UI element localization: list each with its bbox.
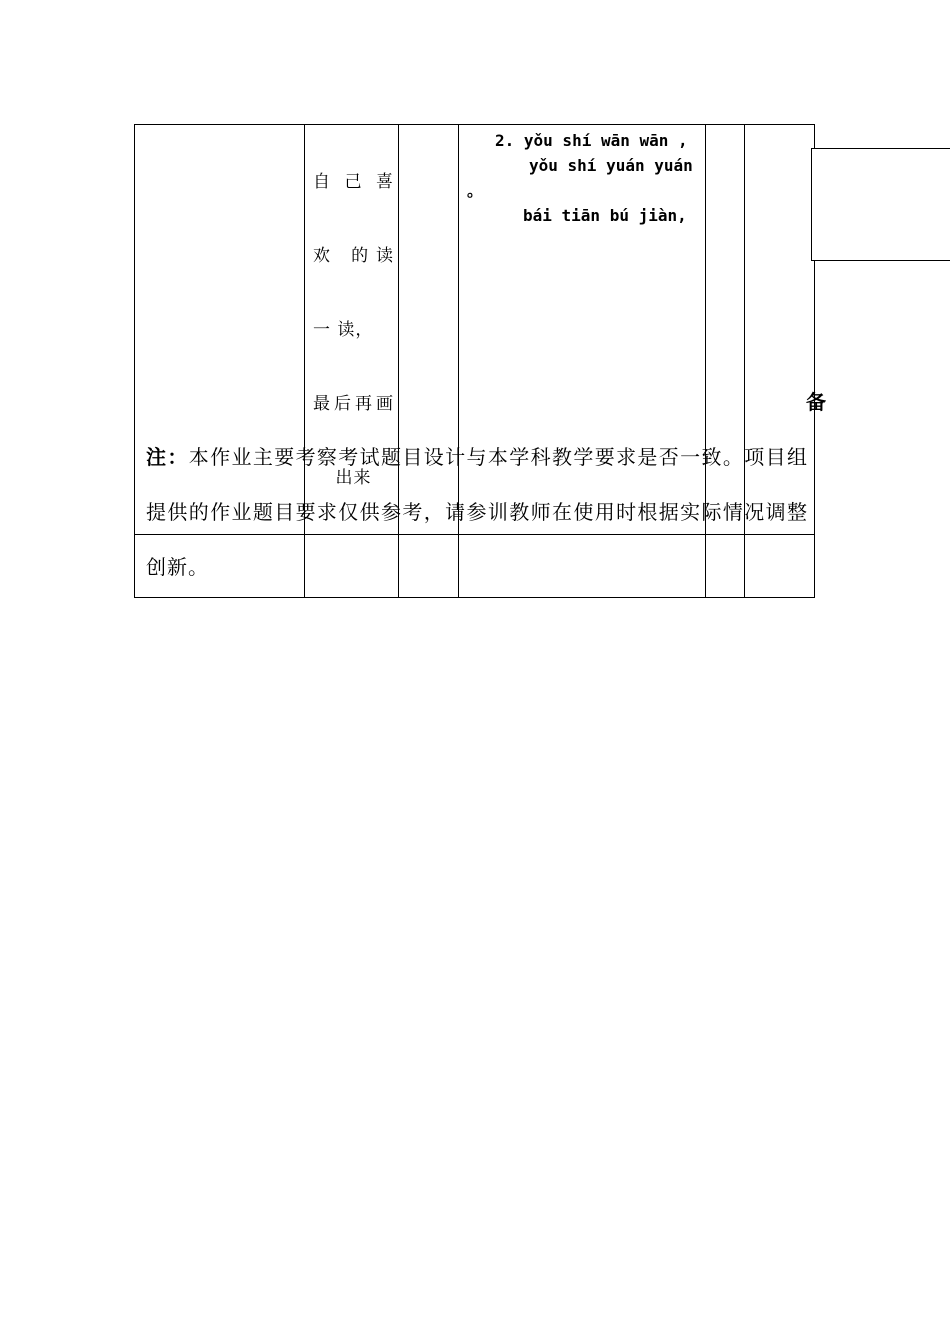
note-label: 注： (146, 445, 189, 469)
instruction-line: 欢 的读 (313, 246, 394, 266)
pinyin-line: bái tiān bú jiàn, (523, 206, 687, 225)
margin-label: 备 (806, 390, 826, 414)
pinyin-line: 2. yǒu shí wān wān , (495, 131, 688, 150)
instruction-line: 出来 (335, 468, 372, 488)
side-box (811, 148, 950, 261)
instruction-line: 最后再画 (313, 394, 394, 414)
pinyin-line: yǒu shí yuán yuán (529, 156, 693, 175)
note-text: 本作业主要考察考试题目设计与本学科教学要求是否一致。项目组提供的作业题目要求仅供参考，请参训教师在使用时根据实际情况调整创新。 (146, 445, 809, 579)
note-paragraph (146, 430, 808, 595)
instruction-line: 一 读， (313, 320, 374, 340)
instruction-line: 自 己 喜 (313, 172, 394, 192)
pinyin-line: 。 (467, 181, 484, 200)
